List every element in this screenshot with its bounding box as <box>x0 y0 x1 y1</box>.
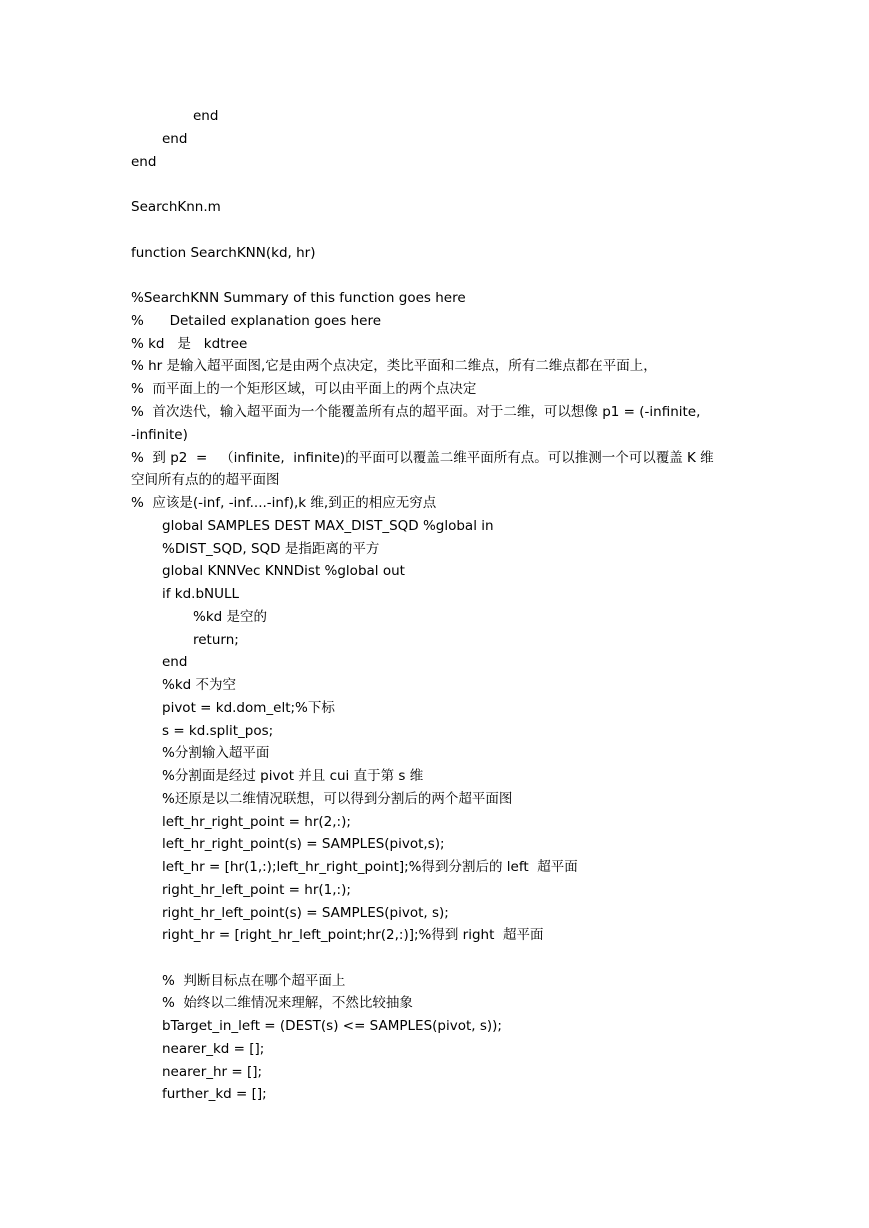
code-line: end <box>162 654 188 670</box>
code-line: % 判断目标点在哪个超平面上 <box>162 973 346 989</box>
code-line: right_hr = [right_hr_left_point;hr(2,:)];%得到 right 超平面 <box>162 927 544 943</box>
code-line: %还原是以二维情况联想，可以得到分割后的两个超平面图 <box>162 791 513 807</box>
function-signature: function SearchKNN(kd, hr) <box>131 245 316 261</box>
code-line: left_hr_right_point(s) = SAMPLES(pivot,s); <box>162 836 445 852</box>
code-line: %分割输入超平面 <box>162 745 270 761</box>
comment-line: % 应该是(-inf, -inf....-inf),k 维,到正的相应无穷点 <box>131 495 437 511</box>
code-line: global SAMPLES DEST MAX_DIST_SQD %global in <box>162 518 494 534</box>
code-line: %DIST_SQD, SQD 是指距离的平方 <box>162 541 380 557</box>
code-line: end <box>193 108 219 124</box>
comment-line: -infinite) <box>131 427 188 443</box>
code-line: right_hr_left_point(s) = SAMPLES(pivot, s); <box>162 905 449 921</box>
code-line: right_hr_left_point = hr(1,:); <box>162 882 351 898</box>
code-line: global KNNVec KNNDist %global out <box>162 563 405 579</box>
comment-line: % Detailed explanation goes here <box>131 313 382 329</box>
comment-line: % 到 p2 = （infinite, infinite)的平面可以覆盖二维平面所有点。可以推测一个可以覆盖 K 维 <box>131 450 714 466</box>
code-line: %kd 是空的 <box>193 609 268 625</box>
comment-line: %SearchKNN Summary of this function goes here <box>131 290 466 306</box>
code-line: pivot = kd.dom_elt;%下标 <box>162 700 335 716</box>
file-name-heading: SearchKnn.m <box>131 199 221 215</box>
comment-line: % hr 是输入超平面图,它是由两个点决定，类比平面和二维点，所有二维点都在平面上， <box>131 358 657 374</box>
comment-line: % 首次迭代，输入超平面为一个能覆盖所有点的超平面。对于二维，可以想像 p1 = (-infinite, <box>131 404 701 420</box>
code-line: if kd.bNULL <box>162 586 240 602</box>
code-line: bTarget_in_left = (DEST(s) <= SAMPLES(pivot, s)); <box>162 1018 502 1034</box>
code-line: %分割面是经过 pivot 并且 cui 直于第 s 维 <box>162 768 424 784</box>
comment-line: % 而平面上的一个矩形区域，可以由平面上的两个点决定 <box>131 381 477 397</box>
code-line: % 始终以二维情况来理解，不然比较抽象 <box>162 995 413 1011</box>
code-line: return; <box>193 632 239 648</box>
code-line: nearer_kd = []; <box>162 1041 265 1057</box>
code-line: end <box>131 154 157 170</box>
code-line: s = kd.split_pos; <box>162 723 274 739</box>
code-line: further_kd = []; <box>162 1086 267 1102</box>
code-line: left_hr = [hr(1,:);left_hr_right_point];%得到分割后的 left 超平面 <box>162 859 578 875</box>
code-line: end <box>162 131 188 147</box>
code-line: nearer_hr = []; <box>162 1064 263 1080</box>
code-line: left_hr_right_point = hr(2,:); <box>162 814 351 830</box>
code-line: %kd 不为空 <box>162 677 237 693</box>
comment-line: % kd 是 kdtree <box>131 336 248 352</box>
comment-line: 空间所有点的的超平面图 <box>131 472 280 488</box>
